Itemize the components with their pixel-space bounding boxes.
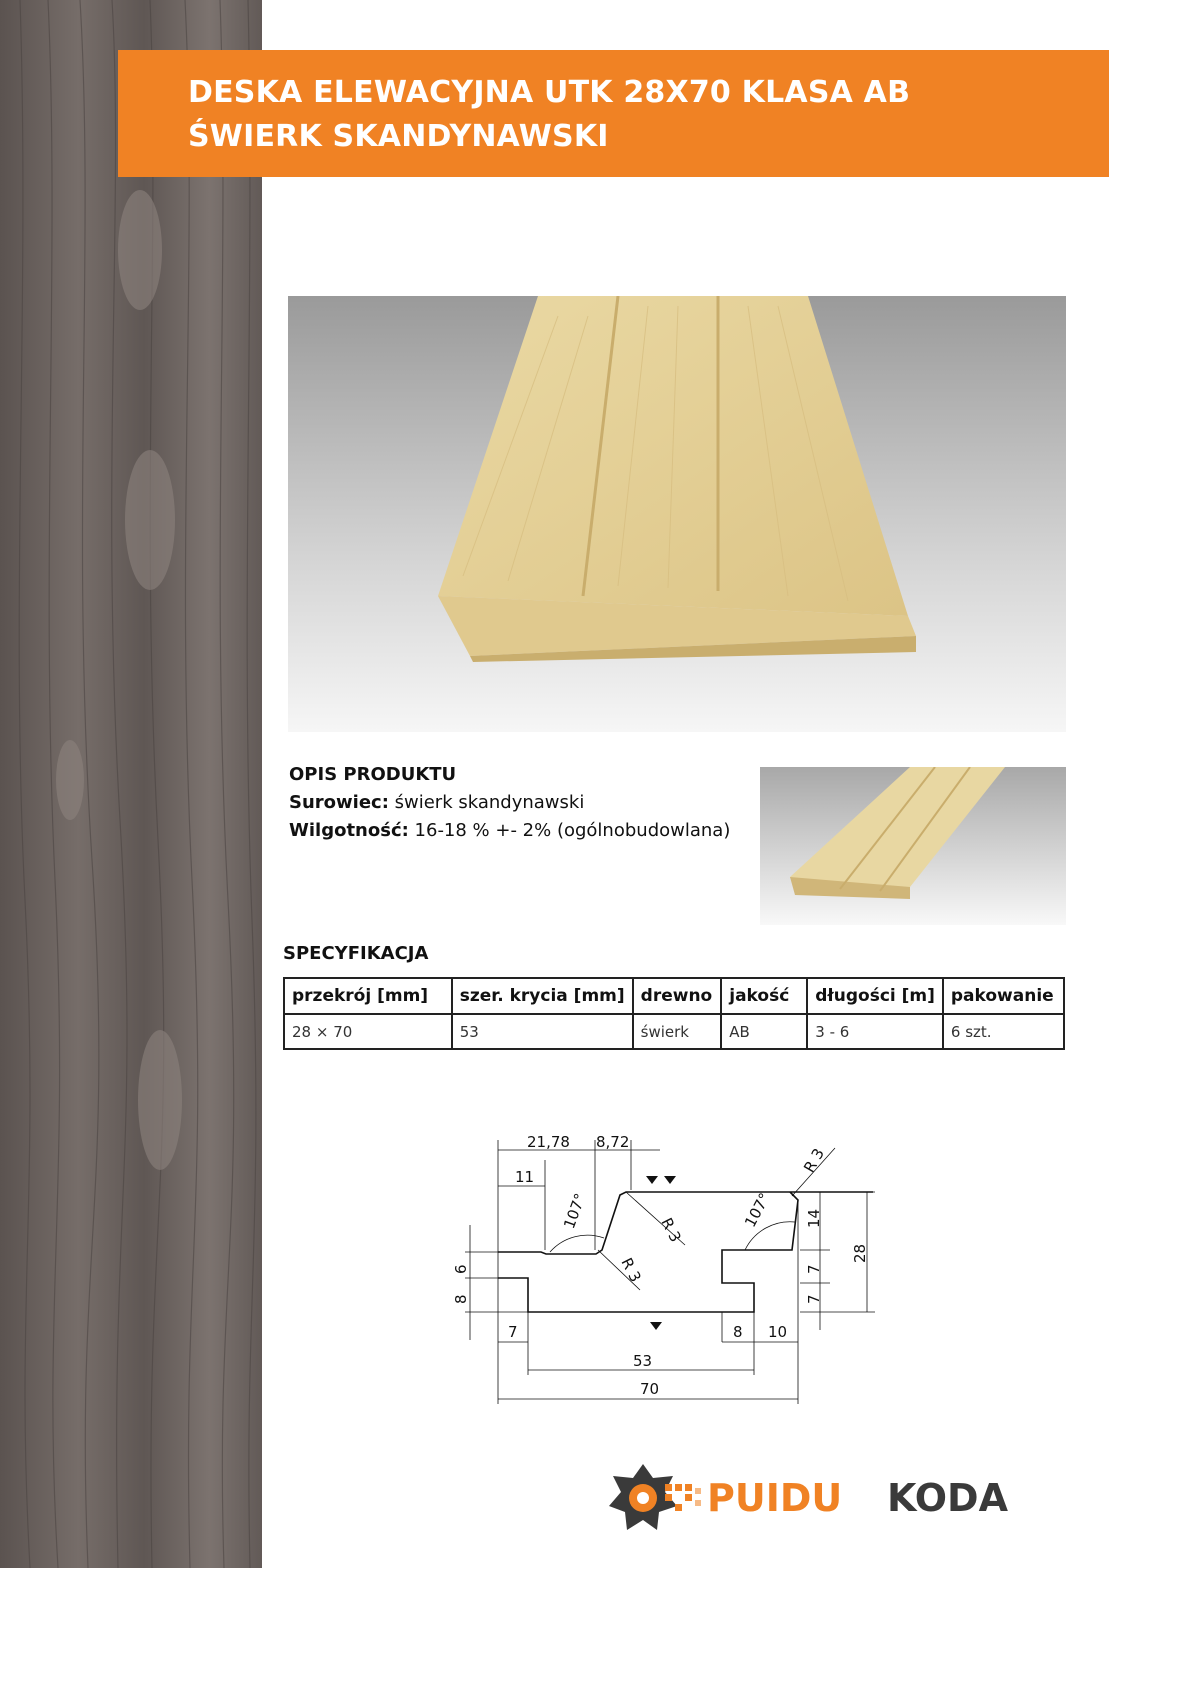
title-banner — [118, 50, 1109, 177]
dim-70: 70 — [640, 1380, 660, 1398]
dim-7-lower: 7 — [805, 1294, 823, 1304]
dim-10: 10 — [768, 1323, 788, 1341]
radius-bottom: R 3 — [617, 1254, 645, 1286]
moisture-line — [289, 820, 730, 841]
moisture-label: Wilgotność: — [289, 820, 409, 841]
cross-section-svg — [440, 1128, 880, 1410]
product-photo-board-image — [288, 296, 1066, 732]
angle-107-left: 107° — [560, 1190, 590, 1232]
radius-top: R 3 — [657, 1214, 685, 1246]
dim-53: 53 — [633, 1352, 653, 1370]
radius-right: R 3 — [800, 1145, 829, 1176]
raw-material-value: świerk skandynawski — [388, 792, 585, 813]
dim-6-left: 6 — [452, 1264, 470, 1274]
product-photo-main — [288, 296, 1066, 732]
moisture-value: 16-18 % +- 2% (ogólnobudowlana) — [408, 820, 731, 841]
angle-107-right: 107° — [741, 1189, 774, 1231]
dim-7-upper: 7 — [805, 1264, 823, 1274]
cell-lengths: 3 - 6 — [807, 1014, 943, 1049]
column-header-packaging: pakowanie — [943, 978, 1064, 1014]
dim-8-bottom: 8 — [733, 1323, 743, 1341]
saw-blade-logo-icon — [605, 1458, 1045, 1538]
raw-material-label: Surowiec: — [289, 792, 389, 813]
specification-header-row — [284, 978, 1064, 1014]
dim-8-left: 8 — [452, 1294, 470, 1304]
description-heading: OPIS PRODUKTU — [289, 764, 457, 785]
cell-covering-width: 53 — [452, 1014, 633, 1049]
column-header-covering-width: szer. krycia [mm] — [452, 978, 633, 1014]
column-header-lengths: długości [m] — [807, 978, 943, 1014]
wood-grain-image — [0, 0, 262, 1568]
column-header-cross-section: przekrój [mm] — [284, 978, 452, 1014]
dim-8-72: 8,72 — [596, 1133, 630, 1151]
cell-packaging: 6 szt. — [943, 1014, 1064, 1049]
title-line-1: DESKA ELEWACYJNA UTK 28X70 KLASA AB — [188, 75, 911, 110]
cell-cross-section: 28 × 70 — [284, 1014, 452, 1049]
dim-28: 28 — [851, 1243, 869, 1263]
column-header-wood: drewno — [633, 978, 722, 1014]
cell-wood: świerk — [633, 1014, 722, 1049]
title-line-2: ŚWIERK SKANDYNAWSKI — [188, 119, 609, 154]
product-photo-small-image — [760, 767, 1066, 925]
product-photo-small — [760, 767, 1066, 925]
cell-quality: AB — [721, 1014, 807, 1049]
logo-text-puidu: PUIDU — [707, 1476, 843, 1520]
puidukoda-logo — [605, 1458, 1045, 1538]
specification-table — [283, 977, 1065, 1050]
dim-21-78: 21,78 — [527, 1133, 570, 1151]
column-header-quality: jakość — [721, 978, 807, 1014]
specification-data-row — [284, 1014, 1064, 1049]
wood-texture-sidebar — [0, 0, 262, 1568]
logo-text-koda: KODA — [887, 1476, 1008, 1520]
specification-heading: SPECYFIKACJA — [283, 943, 429, 964]
dim-7-bottom: 7 — [508, 1323, 518, 1341]
dim-11: 11 — [515, 1168, 535, 1186]
raw-material-line — [289, 792, 584, 813]
cross-section-drawing — [440, 1128, 880, 1410]
dim-14: 14 — [805, 1208, 823, 1228]
